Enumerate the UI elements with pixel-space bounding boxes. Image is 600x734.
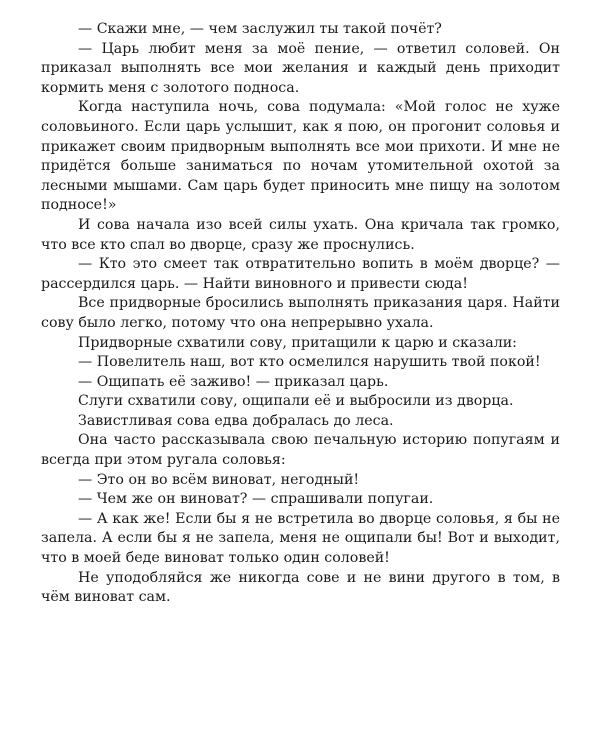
paragraph-14: — Чем же он виноват? — спрашивали попугаи. <box>78 491 434 508</box>
paragraph-1: — Скажи мне, — чем заслужил ты такой почёт? <box>78 21 442 37</box>
paragraph-12: Она часто рассказывала свою печальную историю попугаям и всегда при этом ругала соловья: <box>41 432 560 469</box>
paragraph-8: — Повелитель наш, вот кто осмелился нарушить твой покой! <box>78 354 541 371</box>
paragraph-15: — А как же! Если бы я не встретила во дворце соловья, я бы не запела. А если бы я не запела, меня не ощипали бы! Вот и выходит, что в моей беде виноват только один соловей! <box>41 510 560 567</box>
paragraph-16: Не уподобляйся же никогда сове и не вини другого в том, в чём виноват сам. <box>41 569 560 606</box>
story-page <box>41 20 560 608</box>
paragraph-9: — Ощипать её заживо! — приказал царь. <box>78 373 389 390</box>
paragraph-2: — Царь любит меня за моё пение, — ответил соловей. Он приказал выполнять все мои желания и каждый день приходит кормить меня с золотого подноса. <box>41 40 560 96</box>
paragraph-13: — Это он во всём виноват, негодный! <box>78 471 360 488</box>
paragraph-4: И сова начала изо всей силы ухать. Она кричала так громко, что все кто спал во дворце, сразу же проснулись. <box>41 216 560 253</box>
paragraph-7: Придворные схватили сову, притащили к царю и сказали: <box>78 334 517 351</box>
paragraph-6: Все придворные бросились выполнять приказания царя. Найти сову было легко, потому что она непрерывно ухала. <box>41 295 560 331</box>
paragraph-5: — Кто это смеет так отвратительно вопить в моём дворце? — рассердился царь. — Найти виновного и привести сюда! <box>41 256 560 292</box>
paragraph-11: Завистливая сова едва добралась до леса. <box>78 412 394 429</box>
paragraph-10: Слуги схватили сову, ощипали её и выбросили из дворца. <box>78 393 514 410</box>
paragraph-3: Когда наступила ночь, сова подумала: «Мой голос не хуже соловьиного. Если царь услышит, как я пою, он прогонит соловья и прикажет своим придворным выполнять все мои прихоти. И мне не придётся больше заниматься по ночам утомительной охотой за лесными мышами. Сам царь будет приносить мне пищу на золотом подносе!» <box>41 99 560 214</box>
